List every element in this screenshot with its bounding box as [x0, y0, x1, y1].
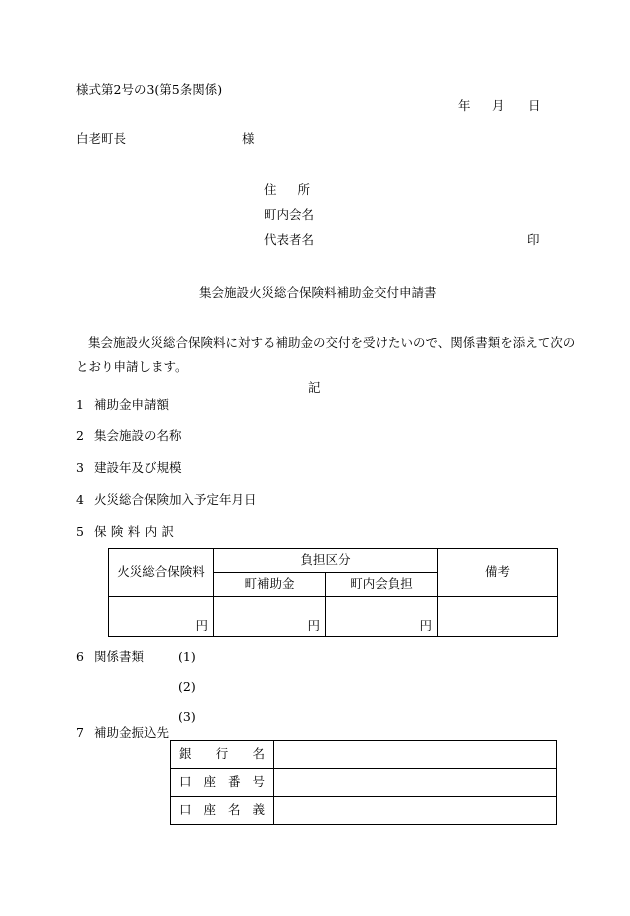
- col-header-town-subsidy: 町補助金: [214, 573, 326, 597]
- town-subsidy-amount-cell[interactable]: 円: [214, 597, 326, 637]
- item-number: 3: [76, 460, 84, 475]
- bank-name-field[interactable]: [274, 741, 557, 769]
- col-header-association-share: 町内会負担: [326, 573, 438, 597]
- form-number: 様式第2号の3(第5条関係): [76, 82, 223, 97]
- col-header-premium: 火災総合保険料: [109, 549, 214, 597]
- item-number: 6: [76, 649, 84, 664]
- bank-transfer-table: [170, 740, 557, 825]
- col-header-remarks: 備考: [438, 549, 558, 597]
- item-label: 保険料内訳: [94, 524, 174, 539]
- applicant-association-label: 町内会名: [264, 207, 315, 222]
- association-share-amount-cell[interactable]: 円: [326, 597, 438, 637]
- item-number: 1: [76, 397, 84, 412]
- item-label: 関係書類: [94, 649, 145, 664]
- date-month-label: 月: [492, 98, 505, 113]
- date-day-label: 日: [528, 98, 541, 113]
- account-holder-field[interactable]: [274, 797, 557, 825]
- item-number: 2: [76, 428, 84, 443]
- item-label: 集会施設の名称: [94, 428, 182, 443]
- document-entry-3: (3): [178, 709, 196, 724]
- insurance-fee-table: [108, 548, 558, 637]
- body-text-line-2: とおり申請します。: [76, 359, 188, 374]
- ki-heading: 記: [308, 380, 321, 395]
- body-text-line-1: 集会施設火災総合保険料に対する補助金の交付を受けたいので、関係書類を添えて次の: [88, 335, 576, 350]
- item-number: 7: [76, 725, 84, 740]
- seal-mark: 印: [527, 232, 540, 247]
- applicant-address-label: 住所: [264, 182, 310, 197]
- date-year-label: 年: [458, 98, 471, 113]
- account-number-field[interactable]: [274, 769, 557, 797]
- item-label: 火災総合保険加入予定年月日: [94, 492, 257, 507]
- bank-name-label: 銀行名: [171, 741, 274, 769]
- applicant-representative-label: 代表者名: [264, 232, 315, 247]
- addressee-honorific: 様: [242, 131, 255, 146]
- col-header-burden-group: 負担区分: [214, 549, 438, 573]
- account-holder-label: 口座名義: [171, 797, 274, 825]
- document-title: 集会施設火災総合保険料補助金交付申請書: [199, 285, 437, 300]
- item-number: 5: [76, 524, 84, 539]
- premium-amount-cell[interactable]: 円: [109, 597, 214, 637]
- account-number-label: 口座番号: [171, 769, 274, 797]
- addressee-name: 白老町長: [76, 131, 127, 146]
- document-entry-2: (2): [178, 679, 196, 694]
- item-label: 建設年及び規模: [94, 460, 182, 475]
- remarks-cell[interactable]: [438, 597, 558, 637]
- item-label: 補助金振込先: [94, 725, 170, 740]
- document-entry-1: (1): [178, 649, 196, 664]
- item-label: 補助金申請額: [94, 397, 170, 412]
- item-number: 4: [76, 492, 84, 507]
